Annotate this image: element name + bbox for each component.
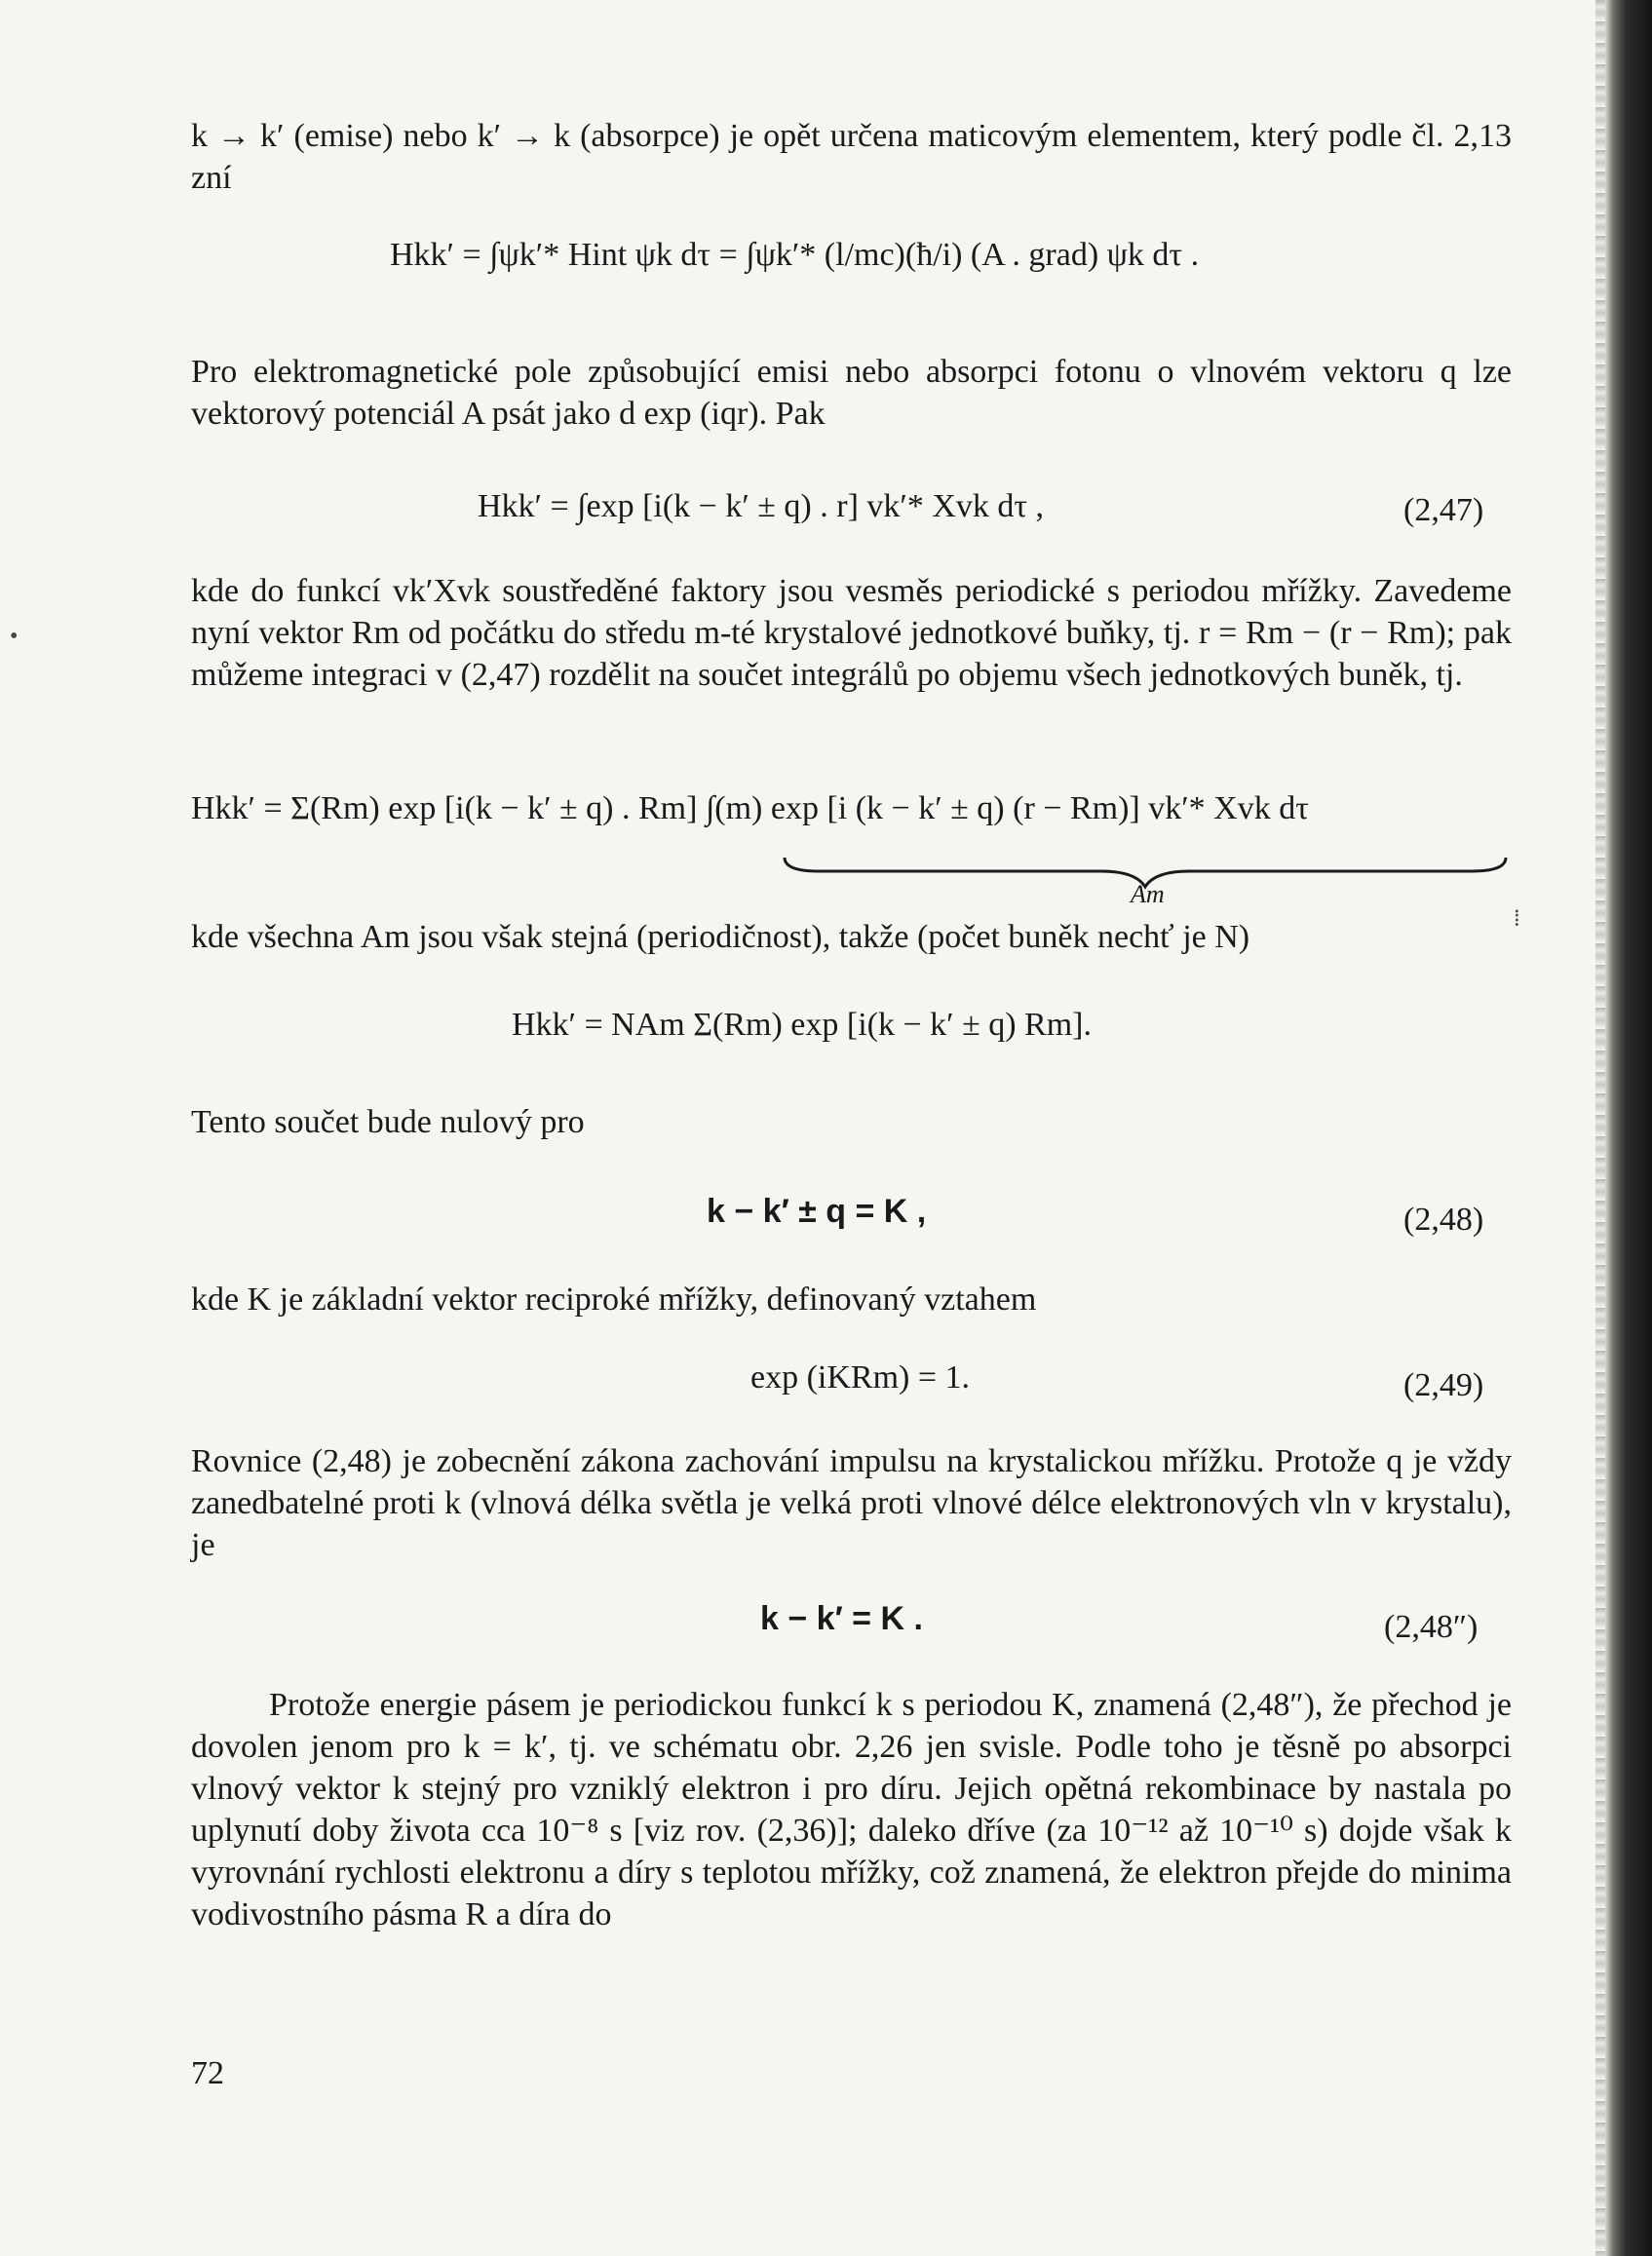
page-binding-edge [1605,0,1652,2256]
paragraph-4: kde všechna Am jsou však stejná (periodičnost), takže (počet buněk nechť je N) [191,919,1250,955]
page-edge-shadow [1595,0,1605,2256]
equation-2-49: exp (iKRm) = 1. [750,1359,971,1396]
equation-2-47: Hkk′ = ∫exp [i(k − k′ ± q) . r] vk′* Xvk dτ , [478,488,1045,524]
paragraph-1: k → k′ (emise) nebo k′ → k (absorpce) je opět určena maticovým elementem, který podle čl. 2,13 zní [191,118,1512,196]
page-number: 72 [191,2055,224,2091]
equation-2-48-double-prime: k − k′ = K . [760,1600,923,1637]
margin-tick-mark: ⁞ [1514,906,1520,932]
equation-4: Hkk′ = NAm Σ(Rm) exp [i(k − k′ ± q) Rm]. [512,1007,1092,1043]
paragraph-2: Pro elektromagnetické pole způsobující emisi nebo absorpci fotonu o vlnovém vektoru q lze vektorový potenciál A psát jako d exp (iqr). Pak [191,354,1512,432]
paragraph-6: kde K je základní vektor reciproké mřížky, definovaný vztahem [191,1281,1037,1318]
paragraph-8: Protože energie pásem je periodickou funkcí k s periodou K, znamená (2,48″), že přechod je dovolen jenom pro k = k′, tj. ve schématu obr. 2,26 jen svisle. Podle toho je těsně po absorpci vlnový vektor k stejný pro vzniklý elektron i pro díru. Jejich opětná rekombinace by nastala po uplynutí doby života cca 10⁻⁸ s [viz rov. (2,36)]; daleko dříve (za 10⁻¹² až 10⁻¹⁰ s) dojde však k vyrovnání rychlosti elektronu a díry s teplotou mřížky, což znamená, že elektron přejde do minima vodivostního pásma R a díra do [191,1687,1512,1932]
equation-number-2-49: (2,49) [1403,1367,1484,1403]
underbrace-label: Am [1131,880,1165,908]
equation-number-2-48-double-prime: (2,48″) [1384,1609,1479,1645]
equation-1: Hkk′ = ∫ψk′* Hint ψk dτ = ∫ψk′* (l/mc)(ħ/i) (A . grad) ψk dτ . [390,237,1200,273]
margin-dot-mark: • [10,624,19,649]
equation-3: Hkk′ = Σ(Rm) exp [i(k − k′ ± q) . Rm] ∫(m) exp [i (k − k′ ± q) (r − Rm)] vk′* Xvk dτ [191,790,1309,826]
equation-number-2-48: (2,48) [1403,1202,1484,1238]
paragraph-3: kde do funkcí vk′Xvk soustředěné faktory jsou vesměs periodické s periodou mřížky. Zavedeme nyní vektor Rm od počátku do středu m-té krystalové jednotkové buňky, tj. r = Rm − (r − Rm); pak můžeme integraci v (2,47) rozdělit na součet integrálů po objemu všech jednotkových buněk, tj. [191,573,1512,693]
paragraph-7: Rovnice (2,48) je zobecnění zákona zachování impulsu na krystalickou mřížku. Protože q je vždy zanedbatelné proti k (vlnová délka světla je velká proti vlnové délce elektronových vln v krystalu), je [191,1443,1512,1563]
equation-number-2-47: (2,47) [1403,492,1484,528]
equation-2-48: k − k′ ± q = K , [707,1193,927,1230]
paragraph-5: Tento součet bude nulový pro [191,1104,585,1140]
